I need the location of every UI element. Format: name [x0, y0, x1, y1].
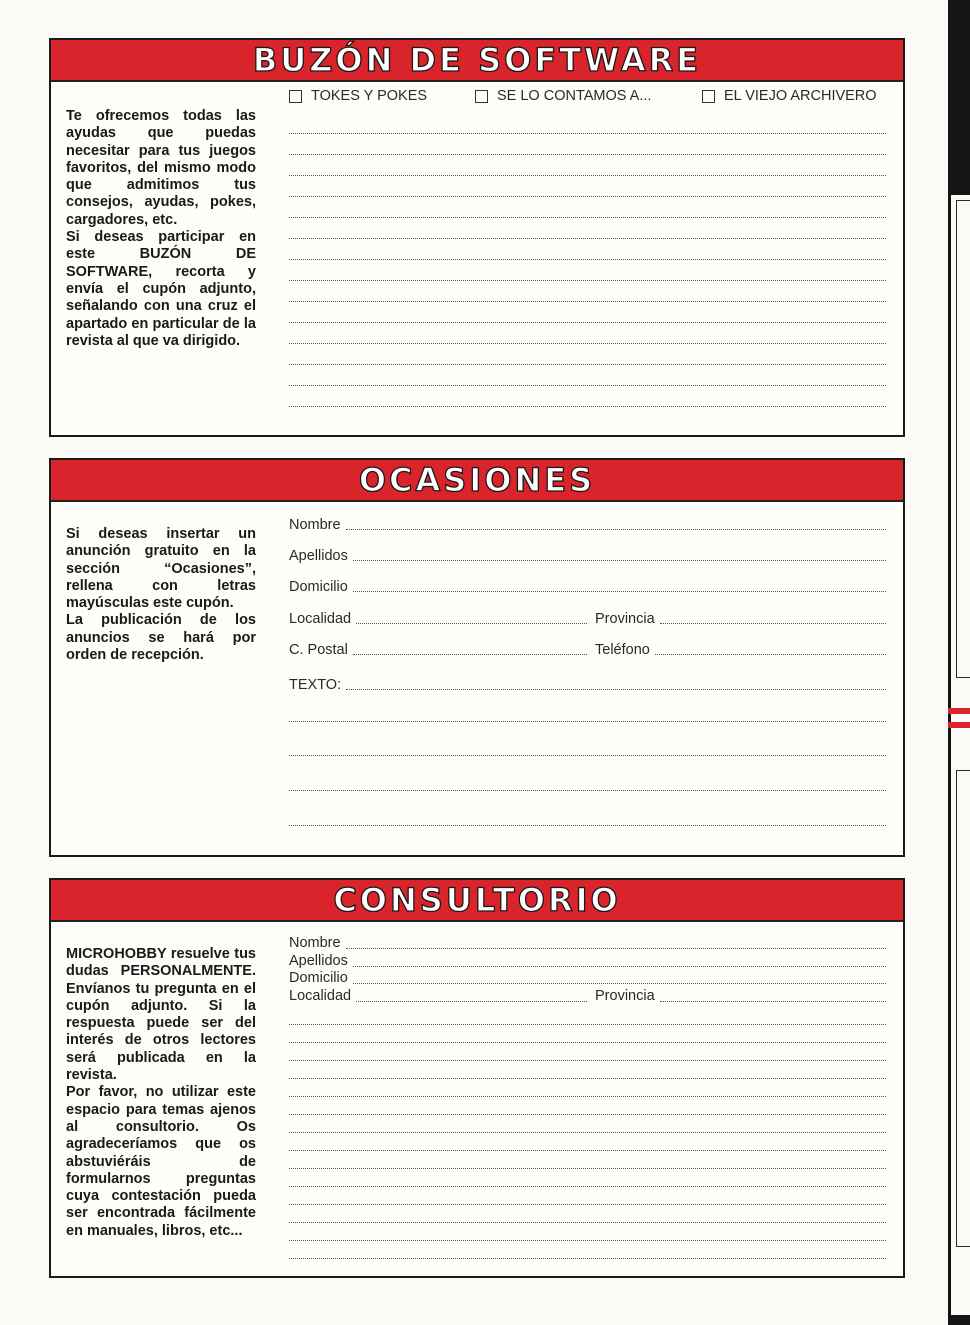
apellidos-field[interactable]: Apellidos: [289, 953, 886, 970]
write-line[interactable]: [289, 1059, 886, 1061]
field-row: [289, 672, 886, 694]
write-line[interactable]: [289, 174, 886, 176]
localidad-field[interactable]: Localidad: [289, 606, 587, 628]
field-row: [289, 574, 886, 596]
write-line[interactable]: [289, 216, 886, 218]
write-line[interactable]: [289, 258, 886, 260]
checkbox-square-icon: [289, 90, 302, 103]
write-line[interactable]: [289, 300, 886, 302]
write-line[interactable]: [289, 237, 886, 239]
write-line[interactable]: [289, 1131, 886, 1133]
write-line[interactable]: [289, 342, 886, 344]
consultorio-coupon: [49, 878, 905, 1278]
write-line[interactable]: [289, 1149, 886, 1151]
adjacent-page-frame: [956, 770, 970, 1247]
texto-field[interactable]: TEXTO:: [289, 672, 886, 694]
localidad-field[interactable]: Localidad: [289, 988, 587, 1005]
cpostal-field[interactable]: C. Postal: [289, 637, 587, 659]
checkbox-se-lo-contamos[interactable]: SE LO CONTAMOS A...: [475, 88, 651, 104]
buzon-title: BUZÓN DE SOFTWARE: [51, 40, 903, 82]
write-line[interactable]: [289, 824, 886, 826]
write-line[interactable]: [289, 1239, 886, 1241]
write-line[interactable]: [289, 789, 886, 791]
write-line[interactable]: [289, 195, 886, 197]
write-line[interactable]: [289, 279, 886, 281]
write-line[interactable]: [289, 132, 886, 134]
write-line[interactable]: [289, 1257, 886, 1259]
write-line[interactable]: [289, 754, 886, 756]
write-line[interactable]: [289, 363, 886, 365]
write-line[interactable]: [289, 384, 886, 386]
ocasiones-coupon: [49, 458, 905, 857]
consultorio-title: CONSULTORIO: [51, 880, 903, 922]
provincia-field[interactable]: Provincia: [595, 606, 886, 628]
ocasiones-description: Si deseas insertar un anunción gratuito en la sección “Ocasiones”, rellena con letras mayúsculas este cupón. La publicación de los anuncios se hará por orden de recepción.: [66, 526, 256, 664]
write-line[interactable]: [289, 720, 886, 722]
field-row: [289, 953, 886, 970]
nombre-field[interactable]: Nombre: [289, 935, 886, 952]
provincia-field[interactable]: Provincia: [595, 988, 886, 1005]
checkbox-el-viejo-archivero[interactable]: EL VIEJO ARCHIVERO: [702, 88, 877, 104]
adjacent-page-stripe: [948, 708, 970, 714]
domicilio-field[interactable]: Domicilio: [289, 970, 886, 987]
buzon-description: Te ofrecemos todas las ayudas que puedas necesitar para tus juegos favoritos, del mismo modo que admitimos tus consejos, ayudas, pokes, cargadores, etc. Si deseas participar en este BUZÓN DE SOFTWARE, recorta y envía el cupón adjunto, señalando con una cruz el apartado en particular de la revista al que va dirigido.: [66, 108, 256, 349]
field-row: [289, 988, 886, 1005]
write-line[interactable]: [289, 1023, 886, 1025]
field-row: [289, 543, 886, 565]
field-row: [289, 606, 886, 628]
write-line[interactable]: [289, 1221, 886, 1223]
adjacent-page-frame: [956, 200, 970, 678]
buzon-coupon: [49, 38, 905, 437]
field-row: [289, 512, 886, 534]
checkbox-square-icon: [702, 90, 715, 103]
apellidos-field[interactable]: Apellidos: [289, 543, 886, 565]
domicilio-field[interactable]: Domicilio: [289, 574, 886, 596]
write-line[interactable]: [289, 1185, 886, 1187]
write-line[interactable]: [289, 1203, 886, 1205]
ocasiones-title: OCASIONES: [51, 460, 903, 502]
write-line[interactable]: [289, 1113, 886, 1115]
adjacent-page-stripe: [948, 722, 970, 728]
checkbox-tokes-y-pokes[interactable]: TOKES Y POKES: [289, 88, 427, 104]
write-line[interactable]: [289, 153, 886, 155]
write-line[interactable]: [289, 1077, 886, 1079]
write-line[interactable]: [289, 1167, 886, 1169]
consultorio-description: MICROHOBBY resuelve tus dudas PERSONALMENTE. Envíanos tu pregunta en el cupón adjunto. Si la respuesta puede ser del interés de otros lectores será publicada en la revista. Por favor, no utilizar este espacio para temas ajenos al consultorio. Os agradeceríamos que os abstuviéráis de formularnos preguntas cuya contestación pueda ser encontrada fácilmente en manuales, libros, etc...: [66, 946, 256, 1239]
field-row: [289, 970, 886, 987]
field-row: [289, 935, 886, 952]
write-line[interactable]: [289, 405, 886, 407]
telefono-field[interactable]: Teléfono: [595, 637, 886, 659]
field-row: [289, 637, 886, 659]
write-line[interactable]: [289, 321, 886, 323]
nombre-field[interactable]: Nombre: [289, 512, 886, 534]
write-line[interactable]: [289, 1041, 886, 1043]
write-line[interactable]: [289, 1095, 886, 1097]
checkbox-square-icon: [475, 90, 488, 103]
